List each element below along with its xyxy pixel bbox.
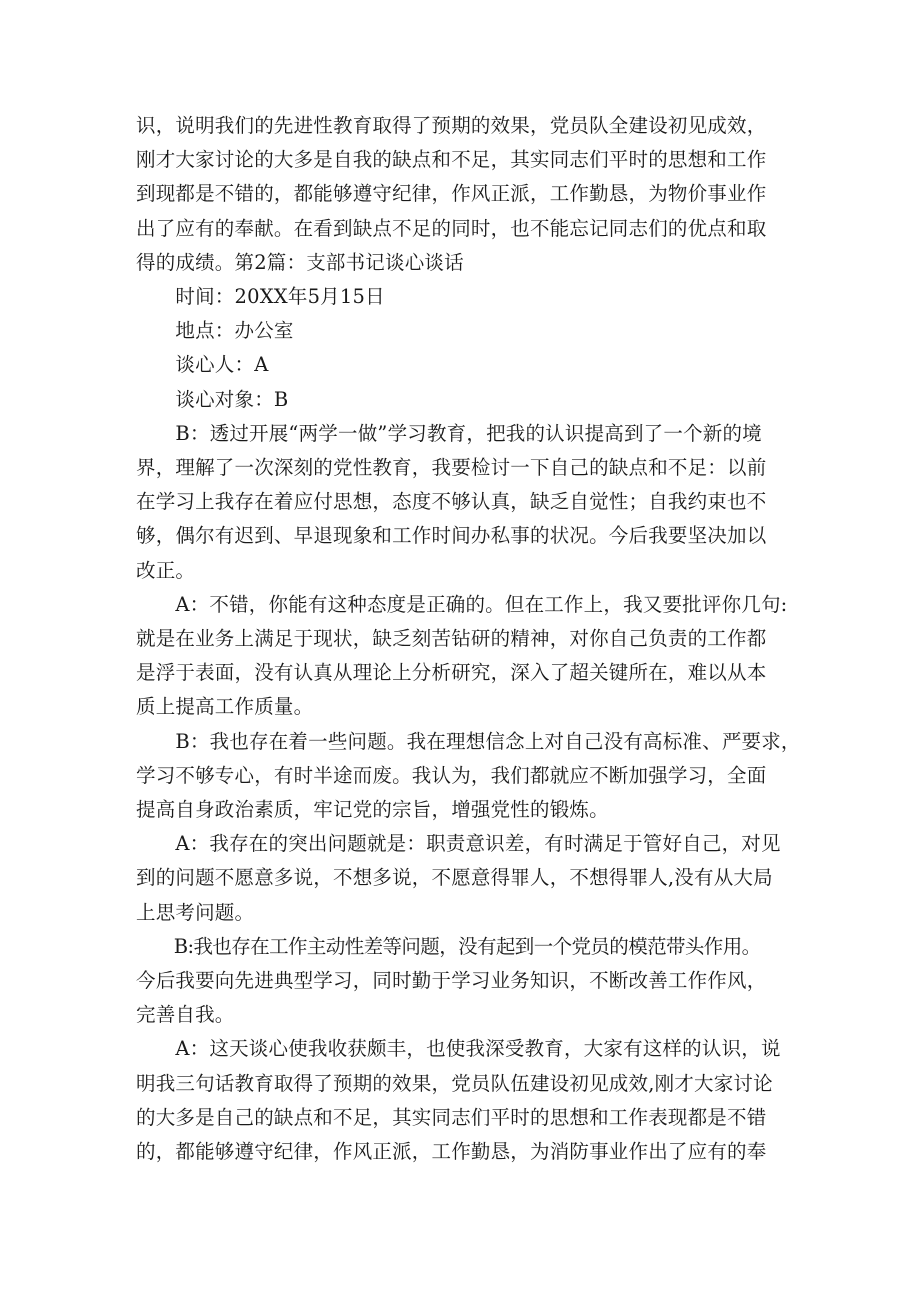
text-line: 够，偶尔有迟到、早退现象和工作时间办私事的状况。今后我要坚决加以	[136, 524, 767, 548]
text-line: 是浮于表面，没有认真从理论上分析研究，深入了超关键所在，难以从本	[136, 661, 767, 685]
text-line: 出了应有的奉献。在看到缺点不足的同时，也不能忘记同志们的优点和取	[136, 216, 767, 240]
text-line: 质上提高工作质量。	[136, 695, 314, 719]
text-line: 上思考问题。	[136, 900, 255, 924]
text-line: 明我三句话教育取得了预期的效果，党员队伍建设初见成效,刚才大家讨论	[136, 1071, 773, 1095]
text-line: 就是在业务上满足于现状，缺乏刻苦钻研的精神，对你自己负责的工作都	[136, 627, 767, 651]
text-line: 时间：20XX年5月15日	[136, 285, 385, 309]
text-line: 的，都能够遵守纪律，作风正派，工作勤恳，为消防事业作出了应有的奉	[136, 1140, 767, 1164]
text-line: B:我也存在工作主动性差等问题，没有起到一个党员的模范带头作用。	[136, 934, 761, 958]
text-line: B：透过开展“两学一做”学习教育，把我的认识提高到了一个新的境	[136, 421, 762, 445]
text-line: 到的问题不愿意多说，不想多说，不愿意得罪人，不想得罪人,没有从大局	[136, 866, 773, 890]
text-line: 谈心人：A	[136, 353, 269, 377]
text-line: 界，理解了一次深刻的党性教育，我要检讨一下自己的缺点和不足：以前	[136, 456, 767, 480]
text-line: 改正。	[136, 558, 196, 582]
text-line: A：这天谈心使我收获颇丰，也使我深受教育，大家有这样的认识，说	[136, 1037, 781, 1061]
text-line: 地点：办公室	[136, 319, 294, 343]
text-line: 刚才大家讨论的大多是自我的缺点和不足，其实同志们平时的思想和工作	[136, 148, 767, 172]
text-line: 谈心对象：B	[136, 387, 289, 411]
text-line: 得的成绩。第2篇：支部书记谈心谈话	[136, 250, 464, 274]
text-line: 今后我要向先进典型学习，同时勤于学习业务知识，不断改善工作作风，	[136, 969, 767, 993]
text-line: 到现都是不错的，都能够遵守纪律，作风正派，工作勤恳，为物价事业作	[136, 182, 767, 206]
text-line: 识，说明我们的先进性教育取得了预期的效果，党员队全建设初见成效，	[136, 114, 767, 137]
text-line: A：我存在的突出问题就是：职责意识差，有时满足于管好自己，对见	[136, 832, 781, 856]
text-line: 学习不够专心，有时半途而废。我认为，我们都就应不断加强学习，全面	[136, 763, 767, 787]
document-body	[136, 109, 801, 1169]
text-line: 的大多是自己的缺点和不足，其实同志们平时的思想和工作表现都是不错	[136, 1105, 767, 1129]
text-line: 在学习上我存在着应付思想，态度不够认真，缺乏自觉性；自我约束也不	[136, 490, 767, 514]
text-line: B：我也存在着一些问题。我在理想信念上对自己没有高标准、严要求，	[136, 729, 801, 753]
text-line: 完善自我。	[136, 1003, 235, 1027]
text-line: A：不错，你能有这种态度是正确的。但在工作上，我又要批评你几句:	[136, 592, 788, 616]
text-line: 提高自身政治素质，牢记党的宗旨，增强党性的锻炼。	[136, 798, 609, 822]
